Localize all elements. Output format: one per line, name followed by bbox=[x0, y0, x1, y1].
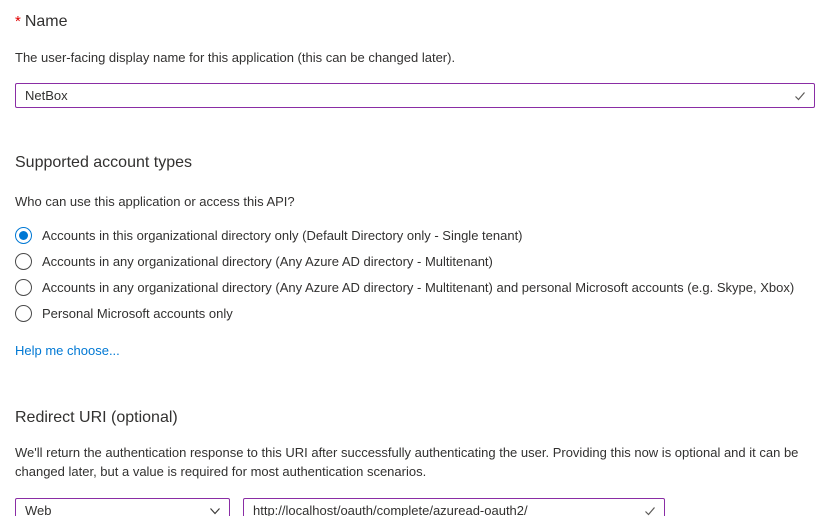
account-type-option-multitenant-personal[interactable] bbox=[15, 274, 815, 300]
platform-select-dropdown[interactable] bbox=[15, 498, 230, 516]
redirect-uri-controls bbox=[15, 498, 815, 516]
account-types-radio-group bbox=[15, 222, 815, 326]
redirect-uri-description: We'll return the authentication response to this URI after successfully authenticating the user. Providing this now is optional and it can be changed later, but a value is required for most authentication scenarios. bbox=[15, 445, 799, 479]
name-input[interactable] bbox=[15, 83, 815, 108]
radio-button-icon[interactable] bbox=[15, 253, 32, 270]
name-section-title bbox=[15, 12, 815, 32]
account-types-question: Who can use this application or access this API? bbox=[15, 194, 295, 209]
account-type-option-multitenant[interactable] bbox=[15, 248, 815, 274]
account-type-option-single-tenant[interactable] bbox=[15, 222, 815, 248]
name-title-text: Name bbox=[24, 13, 68, 30]
name-input-container bbox=[15, 83, 815, 108]
redirect-uri-input[interactable] bbox=[243, 498, 665, 516]
checkmark-icon bbox=[792, 88, 808, 104]
required-asterisk: * bbox=[15, 13, 21, 30]
account-type-option-label: Personal Microsoft accounts only bbox=[42, 305, 233, 321]
account-type-option-label: Accounts in this organizational directory only (Default Directory only - Single tenant) bbox=[42, 227, 523, 243]
redirect-uri-title: Redirect URI (optional) bbox=[15, 409, 178, 426]
account-type-option-label: Accounts in any organizational directory (Any Azure AD directory - Multitenant) and personal Microsoft accounts (e.g. Skype, Xbox) bbox=[42, 279, 795, 295]
account-type-option-personal-only[interactable] bbox=[15, 300, 815, 326]
platform-select-value: Web bbox=[25, 503, 52, 516]
radio-button-icon[interactable] bbox=[15, 305, 32, 322]
radio-button-icon[interactable] bbox=[15, 279, 32, 296]
name-description: The user-facing display name for this application (this can be changed later). bbox=[15, 50, 456, 65]
account-type-option-label: Accounts in any organizational directory (Any Azure AD directory - Multitenant) bbox=[42, 253, 493, 269]
redirect-uri-input-container bbox=[243, 498, 665, 516]
radio-button-icon[interactable] bbox=[15, 227, 32, 244]
account-types-title: Supported account types bbox=[15, 154, 193, 171]
checkmark-icon bbox=[642, 503, 658, 516]
help-me-choose-link[interactable]: Help me choose... bbox=[15, 343, 120, 358]
chevron-down-icon bbox=[208, 504, 222, 516]
